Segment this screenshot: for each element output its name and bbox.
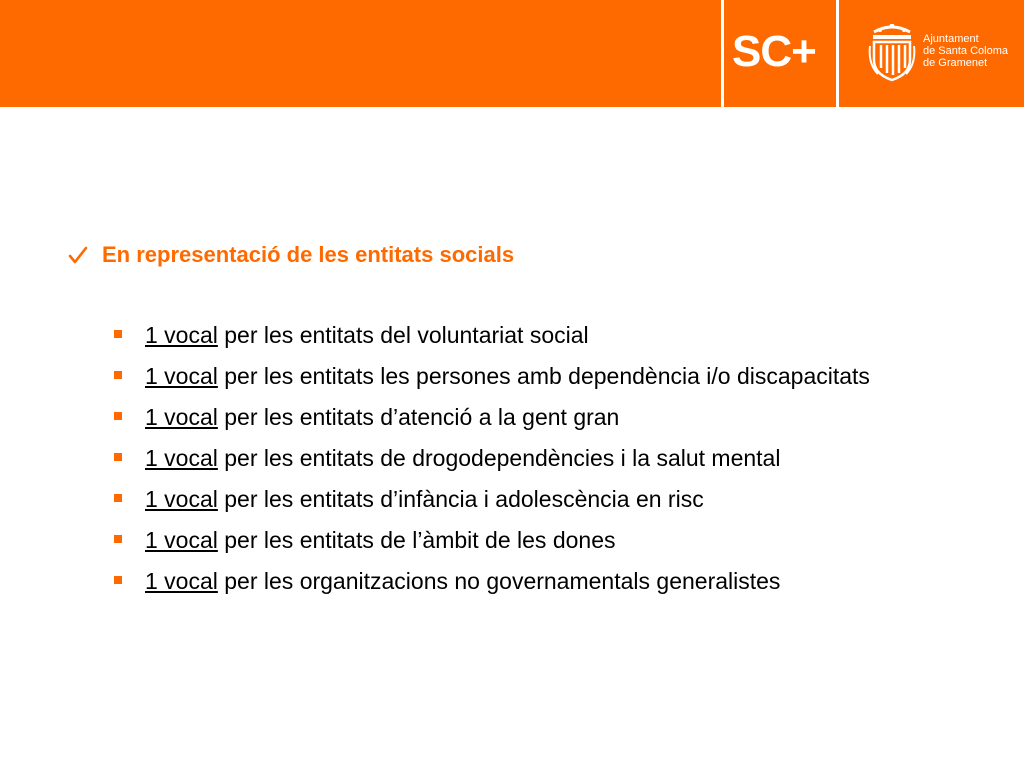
list-item-lead: 1 vocal (145, 322, 218, 348)
list-item (114, 525, 994, 555)
list-item (114, 484, 994, 514)
list-item (114, 402, 994, 432)
list-item-lead: 1 vocal (145, 445, 218, 471)
list-item-body: per les entitats les persones amb dependència i/o discapacitats (217, 363, 870, 389)
list-item-text (145, 525, 994, 555)
square-bullet-icon (114, 453, 122, 461)
square-bullet-icon (114, 535, 122, 543)
list-item-text (145, 566, 994, 596)
square-bullet-icon (114, 412, 122, 420)
square-bullet-icon (114, 576, 122, 584)
list-item-text (145, 361, 994, 391)
header-banner (0, 0, 1024, 107)
list-item-text (145, 443, 994, 473)
list-item (114, 320, 994, 350)
bullet-list (114, 320, 994, 607)
list-item-body: per les entitats de drogodependències i la salut mental (217, 445, 781, 471)
header-divider (836, 0, 839, 107)
list-item-body: per les entitats de l’àmbit de les dones (217, 527, 616, 553)
list-item-lead: 1 vocal (145, 486, 218, 512)
sc-plus-logo: SC+ (732, 27, 816, 76)
square-bullet-icon (114, 330, 122, 338)
list-item-text (145, 402, 994, 432)
square-bullet-icon (114, 494, 122, 502)
section-title: En representació de les entitats socials (102, 242, 515, 267)
list-item-body: per les entitats d’infància i adolescència en risc (217, 486, 704, 512)
list-item-lead: 1 vocal (145, 404, 218, 430)
list-item (114, 361, 994, 391)
list-item-lead: 1 vocal (145, 527, 218, 553)
header-divider (721, 0, 724, 107)
list-item-lead: 1 vocal (145, 568, 218, 594)
municipal-crest-icon (868, 24, 916, 82)
square-bullet-icon (114, 371, 122, 379)
list-item-lead: 1 vocal (145, 363, 218, 389)
checkmark-icon (66, 243, 90, 267)
list-item-text (145, 484, 994, 514)
list-item-body: per les entitats d’atenció a la gent gran (217, 404, 620, 430)
list-item-text (145, 320, 994, 350)
list-item (114, 443, 994, 473)
list-item-body: per les organitzacions no governamentals generalistes (217, 568, 781, 594)
list-item (114, 566, 994, 596)
list-item-body: per les entitats del voluntariat social (217, 322, 589, 348)
section-heading (66, 240, 514, 270)
city-name: Ajuntament de Santa Coloma de Gramenet (923, 33, 1008, 69)
